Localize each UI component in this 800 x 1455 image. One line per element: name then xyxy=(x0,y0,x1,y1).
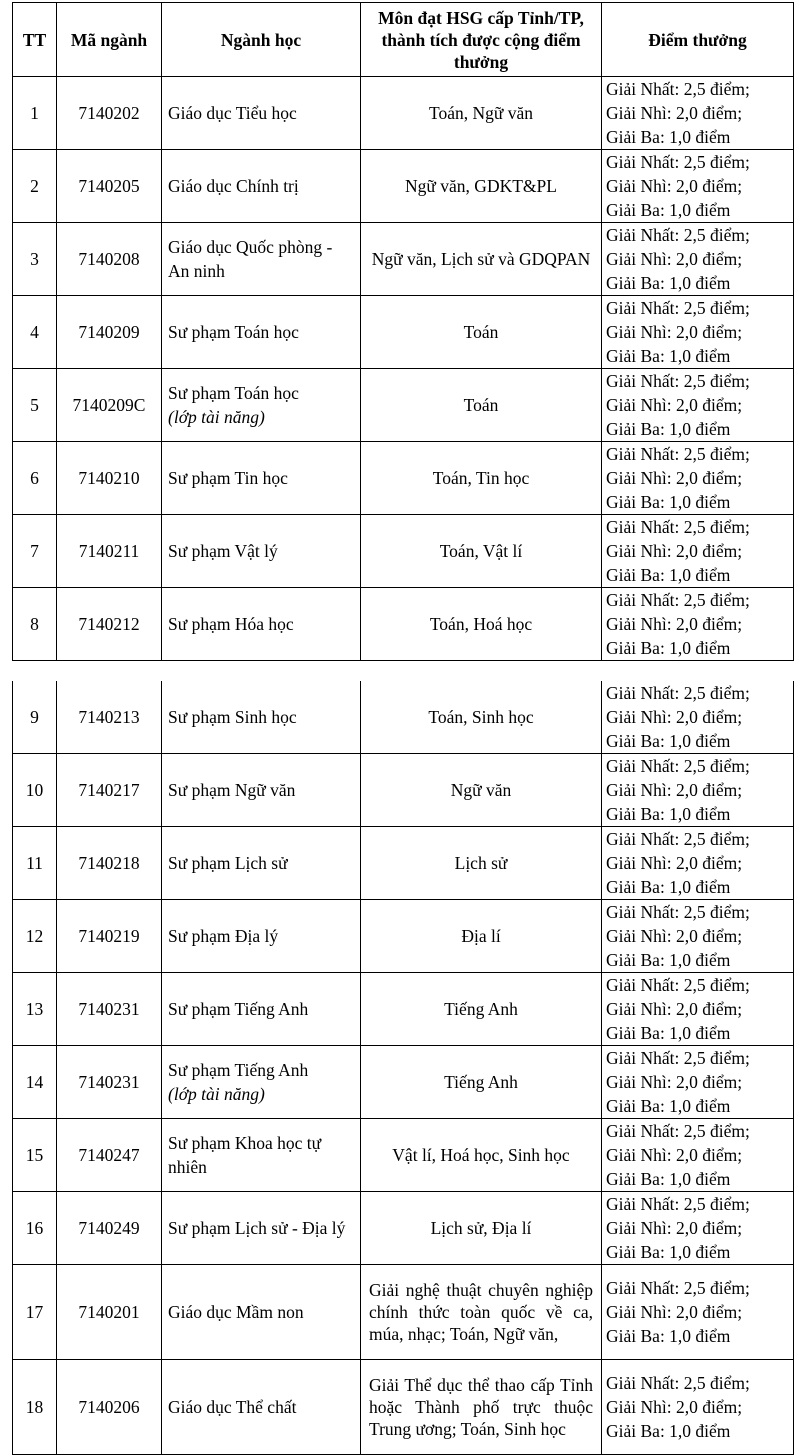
table-row xyxy=(13,1360,794,1455)
row-number: 13 xyxy=(13,973,57,1046)
row-number: 10 xyxy=(13,754,57,827)
points-cell xyxy=(602,1192,794,1265)
major-code: 7140218 xyxy=(57,827,162,900)
major-name: Sư phạm Địa lý xyxy=(168,926,279,946)
table-row xyxy=(13,900,794,973)
major-name: Giáo dục Quốc phòng - An ninh xyxy=(168,237,333,281)
major-cell xyxy=(162,515,361,588)
prize-third: Giải Ba: 1,0 điểm xyxy=(606,950,731,970)
subject-cell: Toán xyxy=(361,296,602,369)
prize-third: Giải Ba: 1,0 điểm xyxy=(606,804,731,824)
subject-cell: Toán, Sinh học xyxy=(361,681,602,754)
major-name: Giáo dục Thể chất xyxy=(168,1397,297,1417)
prize-second: Giải Nhì: 2,0 điểm; xyxy=(606,1218,743,1238)
major-name: Sư phạm Toán học xyxy=(168,322,299,342)
prize-third: Giải Ba: 1,0 điểm xyxy=(606,565,731,585)
prize-first: Giải Nhất: 2,5 điểm; xyxy=(606,1048,750,1068)
points-cell xyxy=(602,77,794,150)
major-note: (lớp tài năng) xyxy=(168,1084,265,1104)
prize-first: Giải Nhất: 2,5 điểm; xyxy=(606,371,750,391)
major-cell xyxy=(162,827,361,900)
major-cell xyxy=(162,973,361,1046)
major-name: Giáo dục Tiểu học xyxy=(168,103,297,123)
row-number: 8 xyxy=(13,588,57,661)
major-cell xyxy=(162,150,361,223)
header-subject: Môn đạt HSG cấp Tỉnh/TP, thành tích được cộng điểm thưởng xyxy=(361,3,602,77)
points-cell xyxy=(602,827,794,900)
major-cell xyxy=(162,296,361,369)
header-major: Ngành học xyxy=(162,3,361,77)
prize-third: Giải Ba: 1,0 điểm xyxy=(606,492,731,512)
table-row xyxy=(13,150,794,223)
subject-cell: Toán, Hoá học xyxy=(361,588,602,661)
points-cell xyxy=(602,681,794,754)
table-header-row xyxy=(13,3,794,77)
row-number: 2 xyxy=(13,150,57,223)
subject-cell: Giải Thể dục thể thao cấp Tỉnh hoặc Thành phố trực thuộc Trung ương; Toán, Sinh học xyxy=(361,1360,602,1455)
major-name: Sư phạm Vật lý xyxy=(168,541,278,561)
subject-cell: Ngữ văn, Lịch sử và GDQPAN xyxy=(361,223,602,296)
subject-cell: Vật lí, Hoá học, Sinh học xyxy=(361,1119,602,1192)
major-code: 7140231 xyxy=(57,1046,162,1119)
points-cell xyxy=(602,754,794,827)
prize-first: Giải Nhất: 2,5 điểm; xyxy=(606,1121,750,1141)
major-name: Sư phạm Tiếng Anh xyxy=(168,1060,309,1080)
prize-second: Giải Nhì: 2,0 điểm; xyxy=(606,249,743,269)
prize-third: Giải Ba: 1,0 điểm xyxy=(606,1326,731,1346)
subject-cell: Giải nghệ thuật chuyên nghiệp chính thức toàn quốc về ca, múa, nhạc; Toán, Ngữ văn, xyxy=(361,1265,602,1360)
prize-first: Giải Nhất: 2,5 điểm; xyxy=(606,756,750,776)
major-code: 7140217 xyxy=(57,754,162,827)
row-number: 12 xyxy=(13,900,57,973)
major-name: Sư phạm Tin học xyxy=(168,468,288,488)
major-name: Sư phạm Tiếng Anh xyxy=(168,999,309,1019)
prize-first: Giải Nhất: 2,5 điểm; xyxy=(606,225,750,245)
subject-cell: Ngữ văn xyxy=(361,754,602,827)
prize-third: Giải Ba: 1,0 điểm xyxy=(606,273,731,293)
major-code: 7140209 xyxy=(57,296,162,369)
prize-first: Giải Nhất: 2,5 điểm; xyxy=(606,1278,750,1298)
table-row xyxy=(13,296,794,369)
prize-third: Giải Ba: 1,0 điểm xyxy=(606,1023,731,1043)
row-number: 14 xyxy=(13,1046,57,1119)
prize-third: Giải Ba: 1,0 điểm xyxy=(606,1169,731,1189)
major-code: 7140202 xyxy=(57,77,162,150)
prize-second: Giải Nhì: 2,0 điểm; xyxy=(606,541,743,561)
subject-cell: Tiếng Anh xyxy=(361,973,602,1046)
major-code: 7140247 xyxy=(57,1119,162,1192)
prize-third: Giải Ba: 1,0 điểm xyxy=(606,200,731,220)
prize-third: Giải Ba: 1,0 điểm xyxy=(606,1421,731,1441)
major-name: Sư phạm Khoa học tự nhiên xyxy=(168,1133,322,1177)
subject-cell: Tiếng Anh xyxy=(361,1046,602,1119)
major-cell xyxy=(162,442,361,515)
major-name: Sư phạm Toán học xyxy=(168,383,299,403)
row-number: 17 xyxy=(13,1265,57,1360)
major-cell xyxy=(162,754,361,827)
major-cell xyxy=(162,1265,361,1360)
subject-cell: Toán xyxy=(361,369,602,442)
table-row xyxy=(13,223,794,296)
prize-second: Giải Nhì: 2,0 điểm; xyxy=(606,1072,743,1092)
table-row xyxy=(13,1046,794,1119)
prize-first: Giải Nhất: 2,5 điểm; xyxy=(606,683,750,703)
major-code: 7140211 xyxy=(57,515,162,588)
major-name: Sư phạm Ngữ văn xyxy=(168,780,296,800)
major-name: Giáo dục Mầm non xyxy=(168,1302,304,1322)
prize-first: Giải Nhất: 2,5 điểm; xyxy=(606,829,750,849)
subject-cell: Lịch sử xyxy=(361,827,602,900)
prize-third: Giải Ba: 1,0 điểm xyxy=(606,419,731,439)
major-cell xyxy=(162,1119,361,1192)
table-row xyxy=(13,77,794,150)
table-row xyxy=(13,1265,794,1360)
prize-third: Giải Ba: 1,0 điểm xyxy=(606,638,731,658)
table-row xyxy=(13,369,794,442)
major-code: 7140210 xyxy=(57,442,162,515)
major-name: Giáo dục Chính trị xyxy=(168,176,299,196)
points-cell xyxy=(602,1265,794,1360)
prize-second: Giải Nhì: 2,0 điểm; xyxy=(606,103,743,123)
subject-cell: Lịch sử, Địa lí xyxy=(361,1192,602,1265)
prize-second: Giải Nhì: 2,0 điểm; xyxy=(606,468,743,488)
row-number: 1 xyxy=(13,77,57,150)
major-name: Sư phạm Hóa học xyxy=(168,614,294,634)
row-number: 18 xyxy=(13,1360,57,1455)
header-tt: TT xyxy=(13,3,57,77)
prize-third: Giải Ba: 1,0 điểm xyxy=(606,1242,731,1262)
points-cell xyxy=(602,1119,794,1192)
prize-second: Giải Nhì: 2,0 điểm; xyxy=(606,926,743,946)
subject-cell: Toán, Vật lí xyxy=(361,515,602,588)
row-number: 15 xyxy=(13,1119,57,1192)
major-code: 7140208 xyxy=(57,223,162,296)
points-cell xyxy=(602,223,794,296)
major-cell xyxy=(162,1046,361,1119)
prize-first: Giải Nhất: 2,5 điểm; xyxy=(606,1373,750,1393)
prize-second: Giải Nhì: 2,0 điểm; xyxy=(606,1397,743,1417)
major-cell xyxy=(162,681,361,754)
points-cell xyxy=(602,442,794,515)
prize-first: Giải Nhất: 2,5 điểm; xyxy=(606,79,750,99)
prize-first: Giải Nhất: 2,5 điểm; xyxy=(606,444,750,464)
prize-second: Giải Nhì: 2,0 điểm; xyxy=(606,322,743,342)
prize-second: Giải Nhì: 2,0 điểm; xyxy=(606,395,743,415)
prize-first: Giải Nhất: 2,5 điểm; xyxy=(606,517,750,537)
row-number: 9 xyxy=(13,681,57,754)
prize-first: Giải Nhất: 2,5 điểm; xyxy=(606,1194,750,1214)
major-code: 7140213 xyxy=(57,681,162,754)
prize-second: Giải Nhì: 2,0 điểm; xyxy=(606,614,743,634)
row-number: 4 xyxy=(13,296,57,369)
points-cell xyxy=(602,369,794,442)
major-name: Sư phạm Sinh học xyxy=(168,707,297,727)
bonus-points-table-part-1 xyxy=(12,2,794,661)
table-row xyxy=(13,1119,794,1192)
row-number: 3 xyxy=(13,223,57,296)
table-row xyxy=(13,515,794,588)
bonus-points-table-part-2 xyxy=(12,681,794,1455)
major-cell xyxy=(162,588,361,661)
row-number: 6 xyxy=(13,442,57,515)
row-number: 7 xyxy=(13,515,57,588)
major-cell xyxy=(162,1192,361,1265)
points-cell xyxy=(602,150,794,223)
major-code: 7140219 xyxy=(57,900,162,973)
points-cell xyxy=(602,588,794,661)
row-number: 11 xyxy=(13,827,57,900)
major-code: 7140209C xyxy=(57,369,162,442)
prize-second: Giải Nhì: 2,0 điểm; xyxy=(606,707,743,727)
row-number: 5 xyxy=(13,369,57,442)
prize-second: Giải Nhì: 2,0 điểm; xyxy=(606,999,743,1019)
major-cell xyxy=(162,1360,361,1455)
major-code: 7140249 xyxy=(57,1192,162,1265)
header-code: Mã ngành xyxy=(57,3,162,77)
prize-second: Giải Nhì: 2,0 điểm; xyxy=(606,1302,743,1322)
major-code: 7140201 xyxy=(57,1265,162,1360)
table-row xyxy=(13,681,794,754)
prize-first: Giải Nhất: 2,5 điểm; xyxy=(606,152,750,172)
prize-third: Giải Ba: 1,0 điểm xyxy=(606,877,731,897)
major-code: 7140231 xyxy=(57,973,162,1046)
prize-third: Giải Ba: 1,0 điểm xyxy=(606,1096,731,1116)
prize-second: Giải Nhì: 2,0 điểm; xyxy=(606,853,743,873)
major-cell xyxy=(162,223,361,296)
points-cell xyxy=(602,1360,794,1455)
table-row xyxy=(13,827,794,900)
points-cell xyxy=(602,900,794,973)
subject-cell: Toán, Ngữ văn xyxy=(361,77,602,150)
header-points: Điểm thưởng xyxy=(602,3,794,77)
major-name: Sư phạm Lịch sử - Địa lý xyxy=(168,1218,346,1238)
subject-cell: Ngữ văn, GDKT&PL xyxy=(361,150,602,223)
prize-first: Giải Nhất: 2,5 điểm; xyxy=(606,298,750,318)
row-number: 16 xyxy=(13,1192,57,1265)
prize-third: Giải Ba: 1,0 điểm xyxy=(606,731,731,751)
major-cell xyxy=(162,369,361,442)
prize-first: Giải Nhất: 2,5 điểm; xyxy=(606,590,750,610)
table-row xyxy=(13,442,794,515)
subject-cell: Toán, Tin học xyxy=(361,442,602,515)
table-row xyxy=(13,973,794,1046)
prize-second: Giải Nhì: 2,0 điểm; xyxy=(606,780,743,800)
major-cell xyxy=(162,900,361,973)
major-cell xyxy=(162,77,361,150)
points-cell xyxy=(602,296,794,369)
prize-second: Giải Nhì: 2,0 điểm; xyxy=(606,1145,743,1165)
subject-cell: Địa lí xyxy=(361,900,602,973)
table-row xyxy=(13,1192,794,1265)
prize-first: Giải Nhất: 2,5 điểm; xyxy=(606,902,750,922)
points-cell xyxy=(602,515,794,588)
prize-third: Giải Ba: 1,0 điểm xyxy=(606,127,731,147)
major-code: 7140205 xyxy=(57,150,162,223)
major-code: 7140212 xyxy=(57,588,162,661)
table-row xyxy=(13,588,794,661)
major-code: 7140206 xyxy=(57,1360,162,1455)
major-note: (lớp tài năng) xyxy=(168,407,265,427)
prize-third: Giải Ba: 1,0 điểm xyxy=(606,346,731,366)
points-cell xyxy=(602,973,794,1046)
prize-second: Giải Nhì: 2,0 điểm; xyxy=(606,176,743,196)
table-row xyxy=(13,754,794,827)
prize-first: Giải Nhất: 2,5 điểm; xyxy=(606,975,750,995)
major-name: Sư phạm Lịch sử xyxy=(168,853,288,873)
points-cell xyxy=(602,1046,794,1119)
